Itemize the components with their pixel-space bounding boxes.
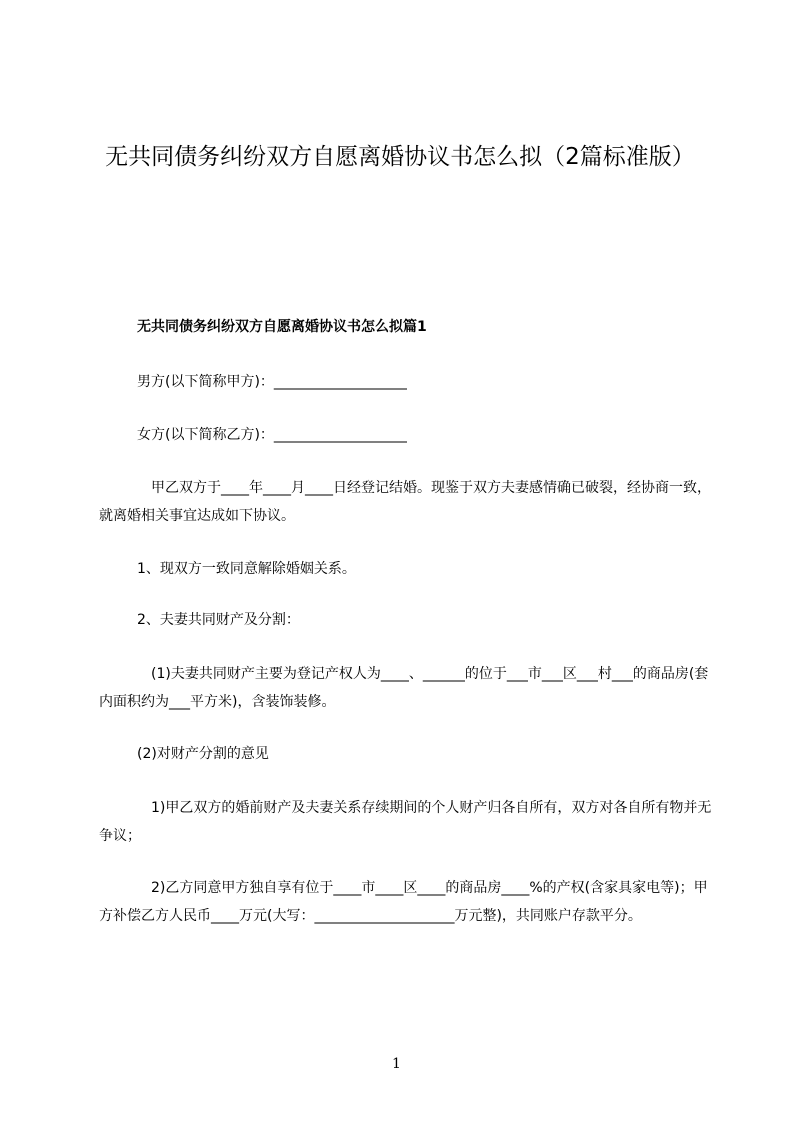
page-number: 1 — [392, 1056, 401, 1072]
document-title: 无共同债务纠纷双方自愿离婚协议书怎么拟（2篇标准版） — [105, 144, 695, 170]
paragraph-marriage: 甲乙双方于____年____月____日经登记结婚。现鉴于双方夫妻感情确已破裂，经协商一致，就离婚相关事宜达成如下协议。 — [99, 480, 711, 524]
paragraph-item-2: 2、夫妻共同财产及分割： — [137, 612, 300, 628]
paragraph-husband: 男方(以下简称甲方)：___________________ — [137, 374, 407, 390]
paragraph-wife: 女方(以下简称乙方)：___________________ — [137, 427, 407, 443]
paragraph-clause-2: 2)乙方同意甲方独自享有位于____市____区____的商品房____%的产权(含家具家电等)；甲方补偿乙方人民币____万元(大写：____________________万元整)，共同账户存款平分。 — [99, 880, 708, 924]
paragraph-item-1: 1、现双方一致同意解除婚姻关系。 — [137, 561, 356, 577]
paragraph-property-1: (1)夫妻共同财产主要为登记产权人为____、______的位于___市___区___村___的商品房(套内面积约为___平方米)，含装饰装修。 — [99, 666, 709, 710]
paragraph-property-2: (2)对财产分割的意见 — [137, 746, 269, 762]
paragraph-clause-1: 1)甲乙双方的婚前财产及夫妻关系存续期间的个人财产归各自所有，双方对各自所有物并无争议； — [99, 800, 712, 844]
section-heading: 无共同债务纠纷双方自愿离婚协议书怎么拟篇1 — [137, 319, 427, 335]
